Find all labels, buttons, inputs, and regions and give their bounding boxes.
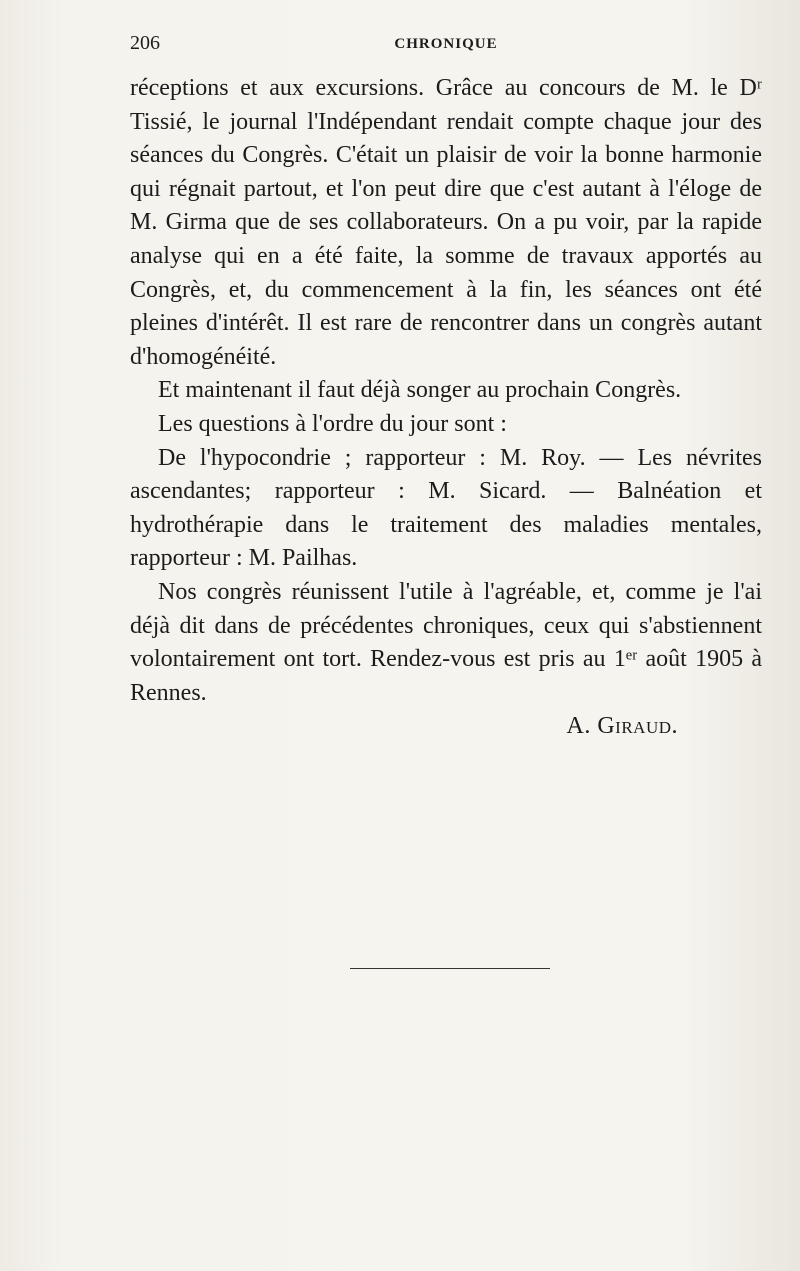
section-divider (350, 968, 550, 969)
signature: A. Giraud. (566, 713, 678, 740)
paragraph: Les questions à l'ordre du jour sont : (158, 410, 507, 437)
paragraph: De l'hypocondrie ; rapporteur : M. Roy. — Les névrites ascendantes; rapporteur : M. Sicard. — Balnéation et hydrothérapie dans le traitement des maladies mentales, rapporteur : M. Pailhas. (130, 444, 762, 572)
page-number: 206 (130, 32, 160, 54)
paragraph: Nos congrès réunissent l'utile à l'agréable, et, comme je l'ai déjà dit dans de précédentes chroniques, ceux qui s'abstiennent volontairement ont tort. Rendez-vous est pris au 1ᵉʳ août 1905 à Rennes. (130, 578, 762, 706)
paragraph: Et maintenant il faut déjà songer au prochain Congrès. (158, 377, 682, 404)
page-header (130, 32, 762, 62)
body-text (130, 72, 762, 744)
running-head: CHRONIQUE (394, 36, 498, 52)
paragraph-continuation: réceptions et aux excursions. Grâce au concours de M. le Dʳ Tissié, le journal l'Indépendant rendait compte chaque jour des séances du Congrès. C'était un plaisir de voir la bonne harmonie qui régnait partout, et l'on peut dire que c'est autant à l'éloge de M. Girma que de ses collaborateurs. On a pu voir, par la rapide analyse qui en a été faite, la somme de travaux apportés au Congrès, et, du commencement à la fin, les séances ont été pleines d'intérêt. Il est rare de rencontrer dans un congrès autant d'homogénéité. (130, 75, 762, 370)
